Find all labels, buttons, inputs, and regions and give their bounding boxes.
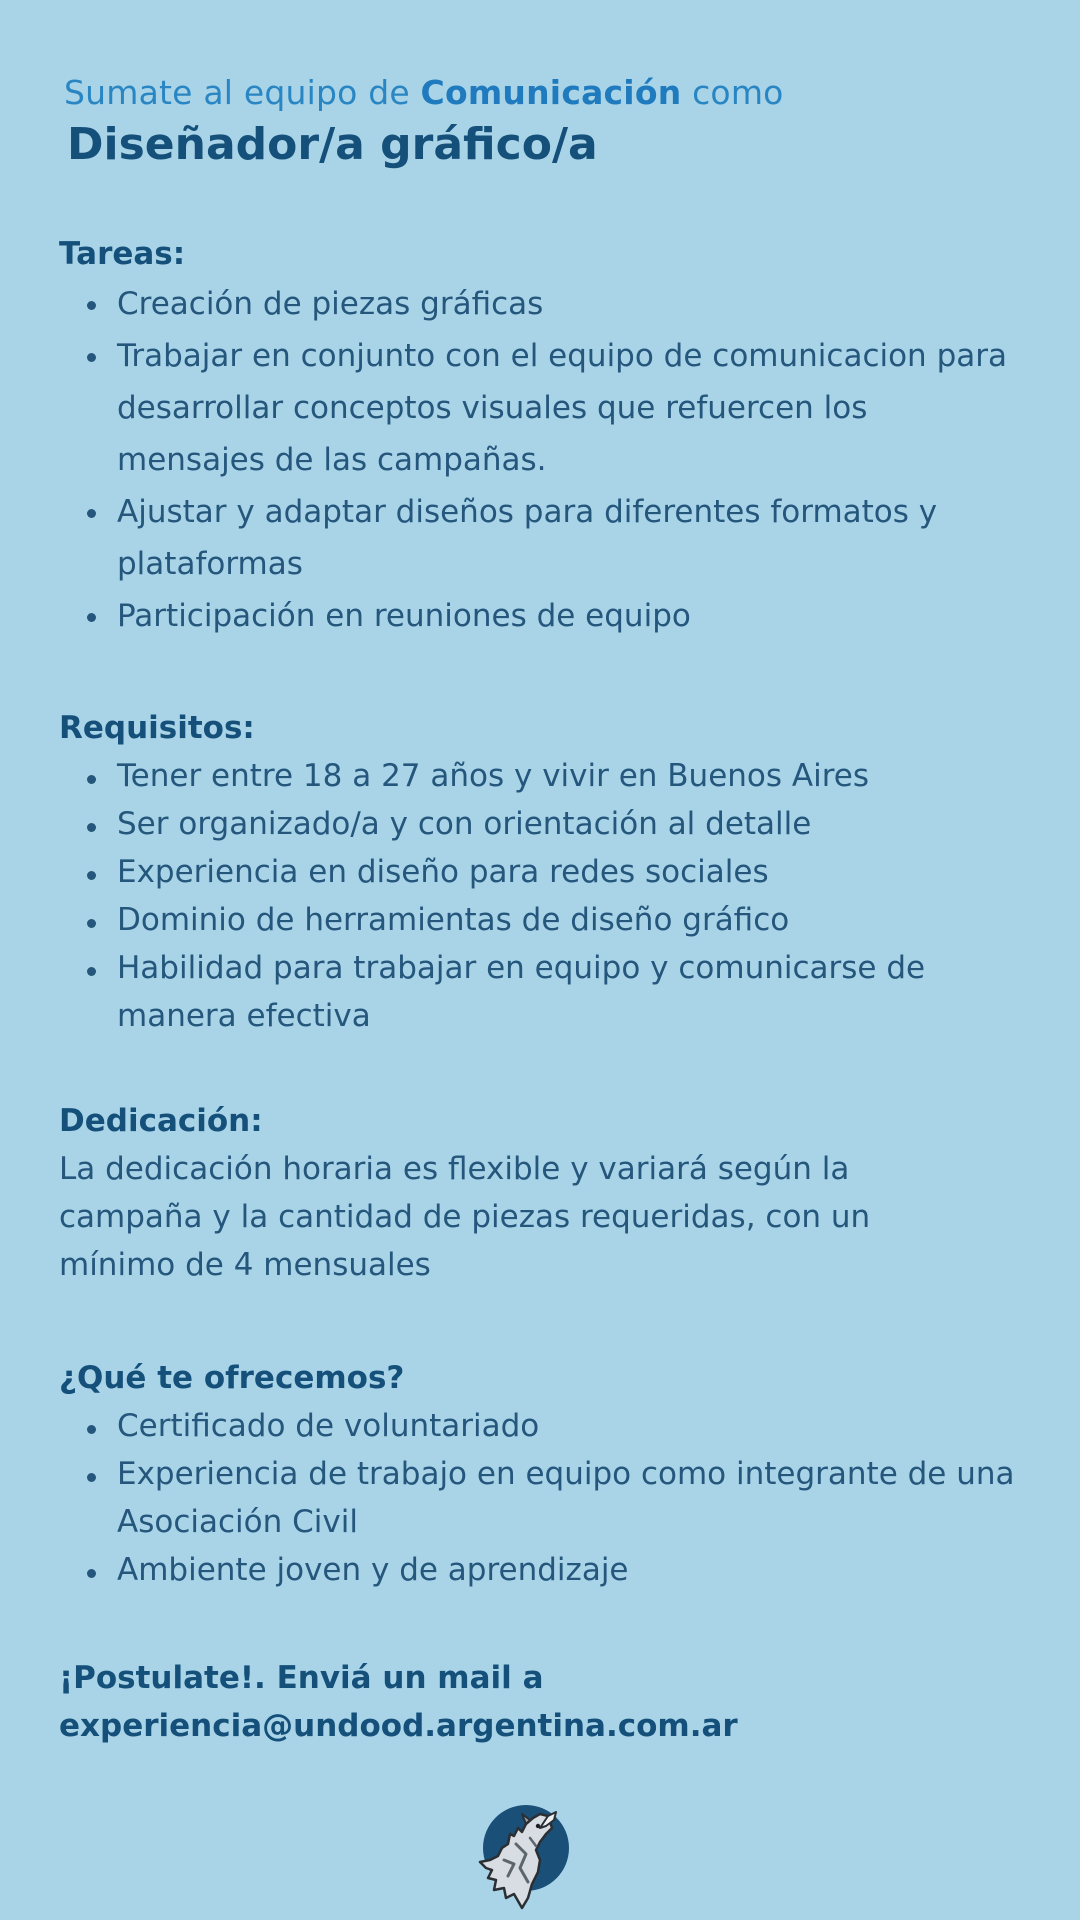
kicker-suffix: como [681,73,784,112]
header [64,70,1024,174]
list-item: Creación de piezas gráficas [117,278,1019,330]
section-requisitos [59,704,1019,1040]
list-item: Ajustar y adaptar diseños para diferentes formatos y plataformas [117,486,1019,590]
cta-email-link[interactable]: experiencia@undood.argentina.com.ar [59,1708,738,1744]
kicker-team: Comunicación [420,73,682,112]
wolf-howling-logo-icon [470,1798,570,1910]
list-item: Trabajar en conjunto con el equipo de comunicacion para desarrollar conceptos visuales que refuercen los mensajes de las campañas. [117,330,1019,486]
list-item: Ambiente joven y de aprendizaje [117,1546,1019,1594]
role-title: Diseñador/a gráfico/a [67,119,598,170]
list-item: Experiencia en diseño para redes sociales [117,848,1019,896]
section-title-dedicacion: Dedicación: [59,1103,263,1139]
section-dedicacion [59,1097,1019,1289]
list-item: Tener entre 18 a 27 años y vivir en Buenos Aires [117,752,1019,800]
list-item: Experiencia de trabajo en equipo como integrante de una Asociación Civil [117,1450,1019,1546]
section-title-ofrecemos: ¿Qué te ofrecemos? [59,1360,405,1396]
list-item: Certificado de voluntariado [117,1402,1019,1450]
section-title-requisitos: Requisitos: [59,710,255,746]
list-item: Participación en reuniones de equipo [117,590,1019,642]
list-item: Dominio de herramientas de diseño gráfico [117,896,1019,944]
ofrecemos-list [59,1402,1019,1594]
requisitos-list [59,752,1019,1040]
kicker-prefix: Sumate al equipo de [64,73,421,112]
call-to-action [59,1654,1019,1750]
dedicacion-text: La dedicación horaria es flexible y variará según la campaña y la cantidad de piezas requeridas, con un mínimo de 4 mensuales [59,1151,871,1283]
cta-line: ¡Postulate!. Enviá un mail a [59,1660,544,1696]
section-ofrecemos [59,1354,1019,1594]
tareas-list [59,278,1019,642]
section-title-tareas: Tareas: [59,236,186,272]
list-item: Habilidad para trabajar en equipo y comunicarse de manera efectiva [117,944,1019,1040]
section-tareas [59,230,1019,642]
list-item: Ser organizado/a y con orientación al detalle [117,800,1019,848]
kicker [64,70,1024,116]
